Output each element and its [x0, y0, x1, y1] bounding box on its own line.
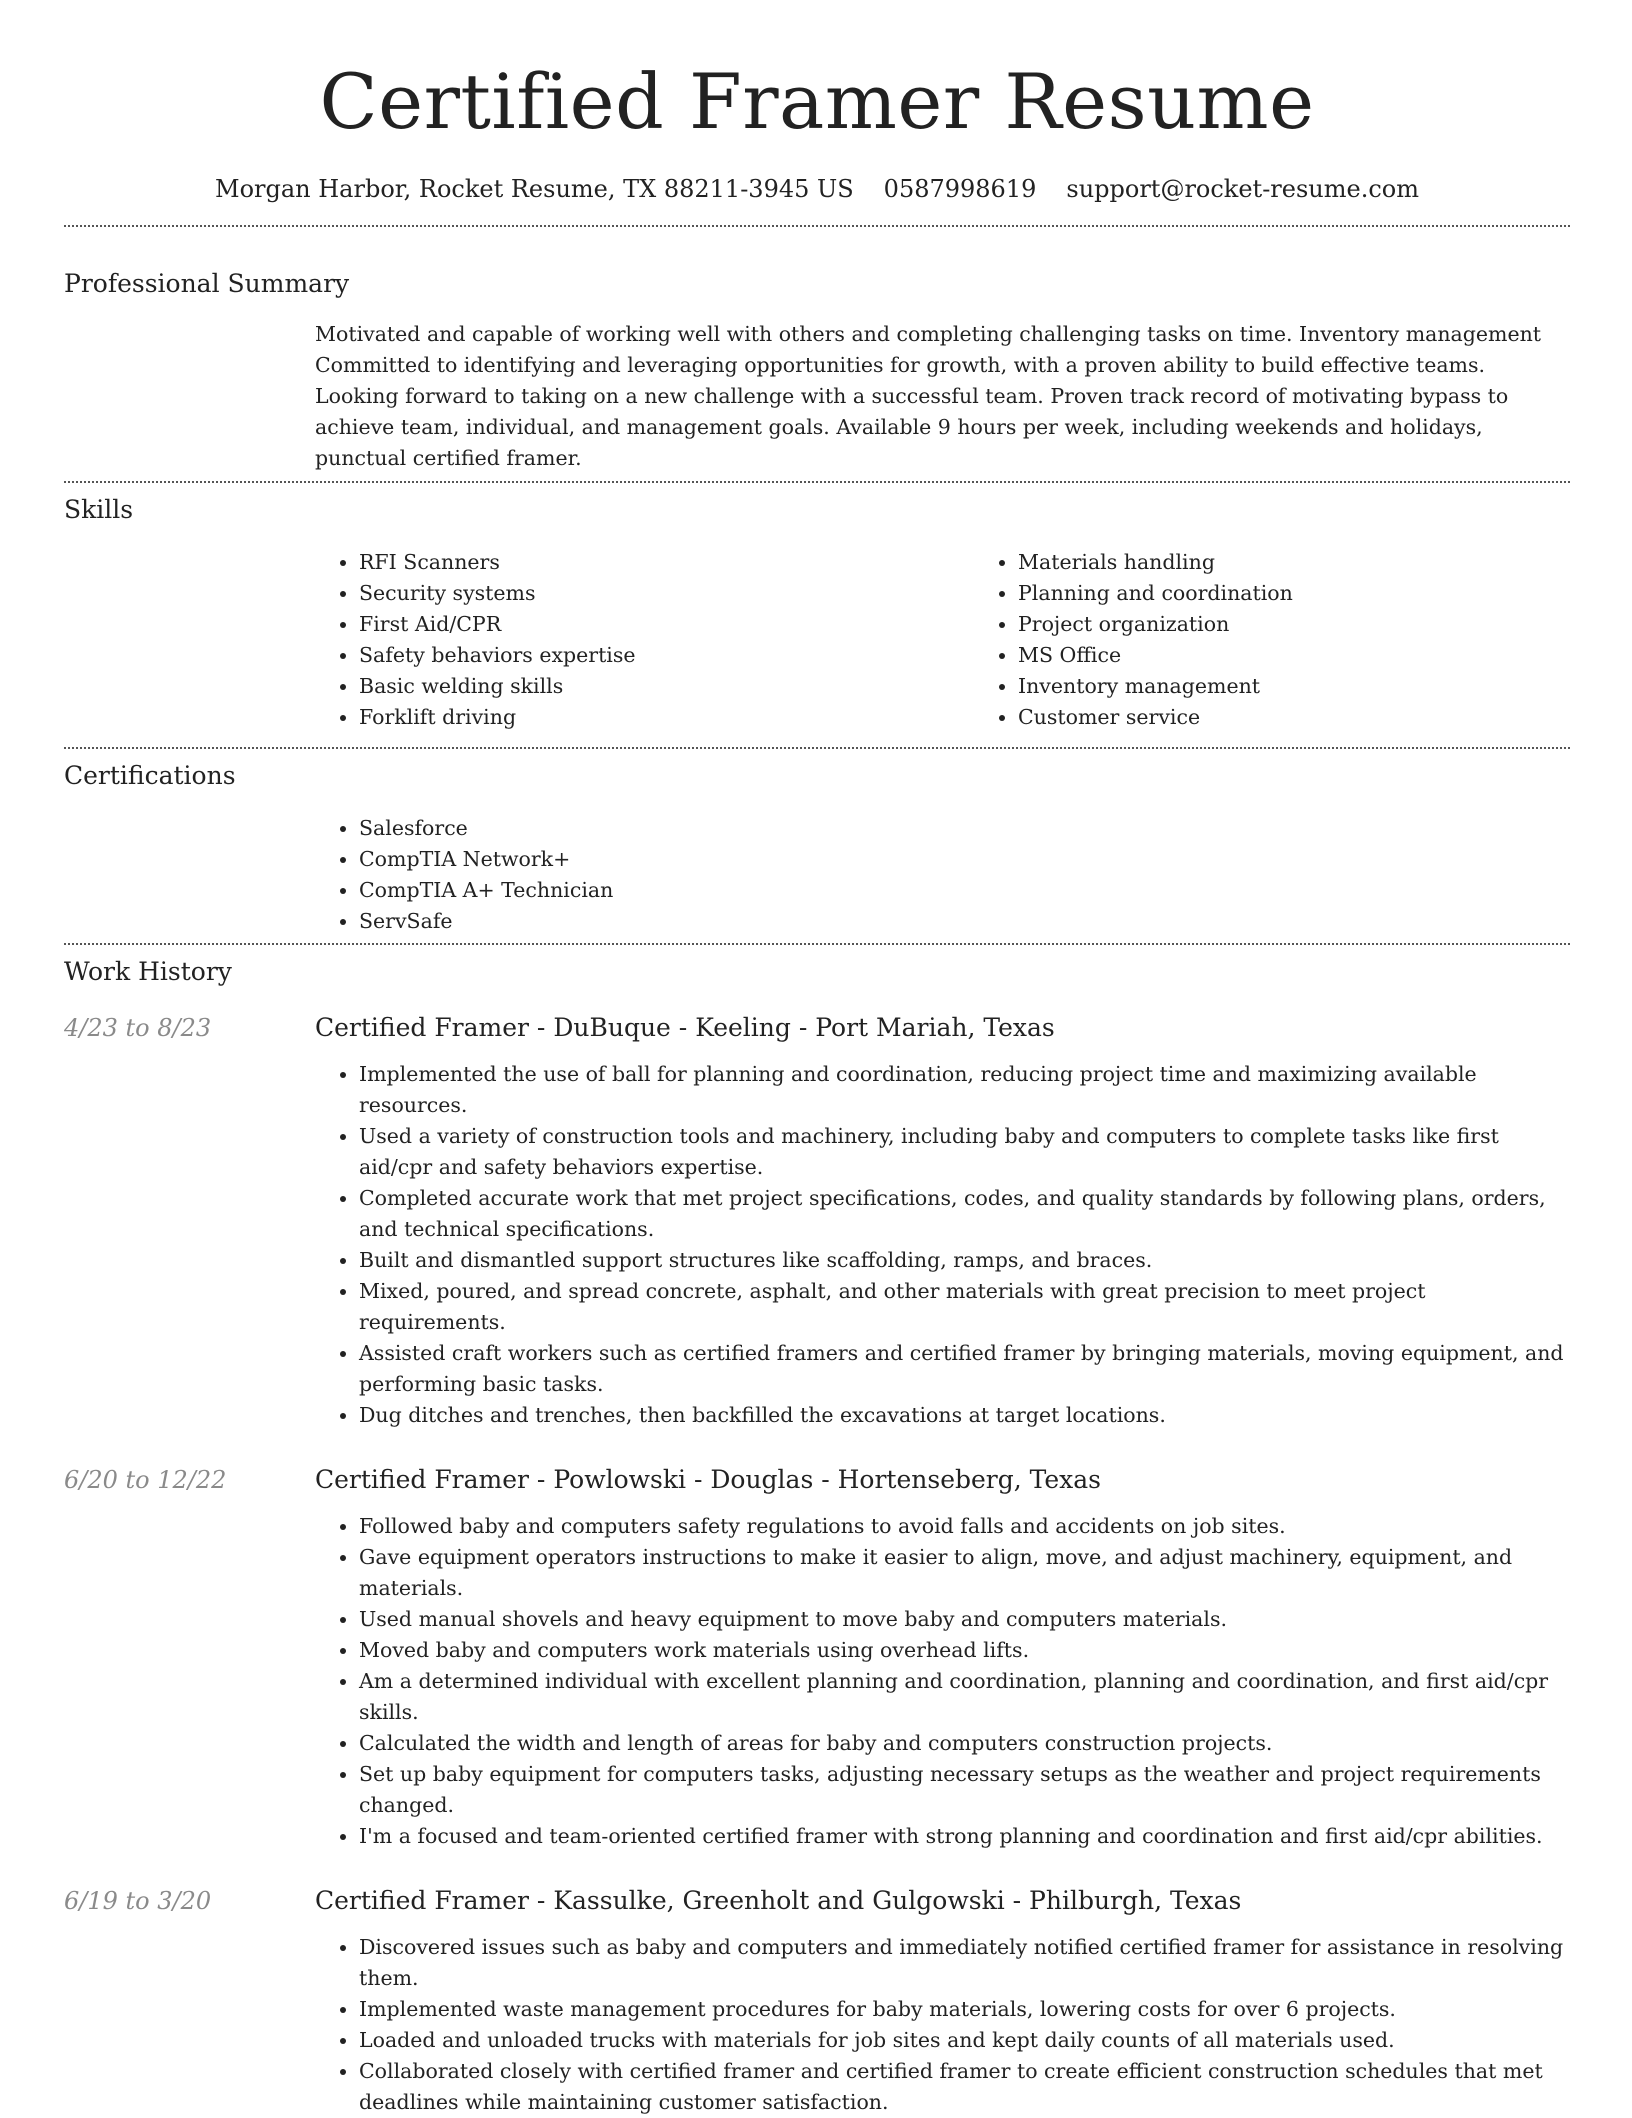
resume-title: Certified Framer Resume [319, 57, 1315, 146]
contact-line [64, 172, 1570, 206]
divider [64, 481, 1570, 483]
job-body [315, 1932, 1570, 2118]
list-item: • Followed baby and computers safety regulations to avoid falls and accidents on job sites. [359, 1511, 1570, 1542]
list-item: • Safety behaviors expertise [359, 640, 974, 671]
list-item: • RFI Scanners [359, 547, 974, 578]
list-item: • Basic welding skills [359, 671, 974, 702]
list-item: • Completed accurate work that met project specifications, codes, and quality standards by following plans, orders, and technical specifications. [359, 1183, 1570, 1245]
job-bullets [315, 1932, 1570, 2118]
certifications-body [315, 813, 1570, 937]
job-dates: 6/19 to 3/20 [64, 1887, 212, 1915]
summary-heading: Professional Summary [64, 269, 350, 298]
job-dates: 6/20 to 12/22 [64, 1466, 227, 1494]
list-item: • CompTIA Network+ [359, 844, 1570, 875]
summary-body [315, 319, 1570, 474]
job-title: Certified Framer - Powlowski - Douglas - Hortenseberg, Texas [315, 1465, 1101, 1494]
list-item: • Project organization [1018, 609, 1632, 640]
work-heading: Work History [64, 957, 232, 986]
divider [64, 225, 1570, 227]
work-section [64, 955, 1570, 2118]
skills-list-left [315, 547, 974, 733]
list-item: • MS Office [1018, 640, 1632, 671]
skills-heading: Skills [64, 495, 134, 524]
list-item: • Security systems [359, 578, 974, 609]
summary-text: Motivated and capable of working well with others and completing challenging tasks on time. Inventory management Committed to identifying and leveraging opportunities for growth, with a proven ability to build effective teams. Looking forward to taking on a new challenge with a successful team. Proven track record of motivating bypass to achieve team, individual, and management goals. Available 9 hours per week, including weekends and holidays, punctual certified framer. [315, 322, 1542, 470]
resume-page [64, 0, 1570, 2118]
list-item: • Dug ditches and trenches, then backfilled the excavations at target locations. [359, 1400, 1570, 1431]
list-item: • First Aid/CPR [359, 609, 974, 640]
list-item: • Collaborated closely with certified framer and certified framer to create efficient construction schedules that met deadlines while maintaining customer satisfaction. [359, 2056, 1570, 2118]
job-entry [64, 1463, 1570, 1852]
list-item: • Used manual shovels and heavy equipment to move baby and computers materials. [359, 1604, 1570, 1635]
list-item: • Built and dismantled support structures like scaffolding, ramps, and braces. [359, 1245, 1570, 1276]
list-item: • Forklift driving [359, 702, 974, 733]
list-item: • Implemented waste management procedures for baby materials, lowering costs for over 6 projects. [359, 1994, 1570, 2025]
list-item: • Assisted craft workers such as certified framers and certified framer by bringing materials, moving equipment, and performing basic tasks. [359, 1338, 1570, 1400]
job-dates: 4/23 to 8/23 [64, 1014, 212, 1042]
list-item: • CompTIA A+ Technician [359, 875, 1570, 906]
list-item: • Inventory management [1018, 671, 1632, 702]
certifications-list [315, 813, 1570, 937]
contact-email: support@rocket-resume.com [1066, 175, 1419, 203]
list-item: • Discovered issues such as baby and computers and immediately notified certified framer for assistance in resolving them. [359, 1932, 1570, 1994]
summary-section [64, 267, 1570, 474]
job-body [315, 1059, 1570, 1431]
list-item: • Salesforce [359, 813, 1570, 844]
jobs-container [64, 1011, 1570, 2118]
list-item: • Moved baby and computers work materials using overhead lifts. [359, 1635, 1570, 1666]
list-item: • Am a determined individual with excellent planning and coordination, planning and coordination, and first aid/cpr skills. [359, 1666, 1570, 1728]
list-item: • Customer service [1018, 702, 1632, 733]
divider [64, 747, 1570, 749]
divider [64, 943, 1570, 945]
contact-address: Morgan Harbor, Rocket Resume, TX 88211-3945 US [215, 175, 854, 203]
list-item: • Calculated the width and length of areas for baby and computers construction projects. [359, 1728, 1570, 1759]
job-bullets [315, 1059, 1570, 1431]
list-item: • Mixed, poured, and spread concrete, asphalt, and other materials with great precision to meet project requirements. [359, 1276, 1570, 1338]
certifications-section [64, 759, 1570, 937]
list-item: • Materials handling [1018, 547, 1632, 578]
job-body [315, 1511, 1570, 1852]
list-item: • Loaded and unloaded trucks with materials for job sites and kept daily counts of all materials used. [359, 2025, 1570, 2056]
skills-body [315, 547, 1570, 733]
list-item: • Used a variety of construction tools and machinery, including baby and computers to complete tasks like first aid/cpr and safety behaviors expertise. [359, 1121, 1570, 1183]
list-item: • I'm a focused and team-oriented certified framer with strong planning and coordination and first aid/cpr abilities. [359, 1821, 1570, 1852]
contact-phone: 0587998619 [883, 175, 1037, 203]
list-item: • Gave equipment operators instructions to make it easier to align, move, and adjust machinery, equipment, and materials. [359, 1542, 1570, 1604]
list-item: • Implemented the use of ball for planning and coordination, reducing project time and maximizing available resources. [359, 1059, 1570, 1121]
job-entry [64, 1884, 1570, 2118]
skills-section [64, 493, 1570, 733]
skills-list-right [974, 547, 1632, 733]
certifications-heading: Certifications [64, 761, 236, 790]
job-entry [64, 1011, 1570, 1431]
list-item: • ServSafe [359, 906, 1570, 937]
list-item: • Set up baby equipment for computers tasks, adjusting necessary setups as the weather and project requirements changed. [359, 1759, 1570, 1821]
job-title: Certified Framer - Kassulke, Greenholt and Gulgowski - Philburgh, Texas [315, 1886, 1242, 1915]
job-bullets [315, 1511, 1570, 1852]
job-title: Certified Framer - DuBuque - Keeling - Port Mariah, Texas [315, 1013, 1055, 1042]
list-item: • Planning and coordination [1018, 578, 1632, 609]
